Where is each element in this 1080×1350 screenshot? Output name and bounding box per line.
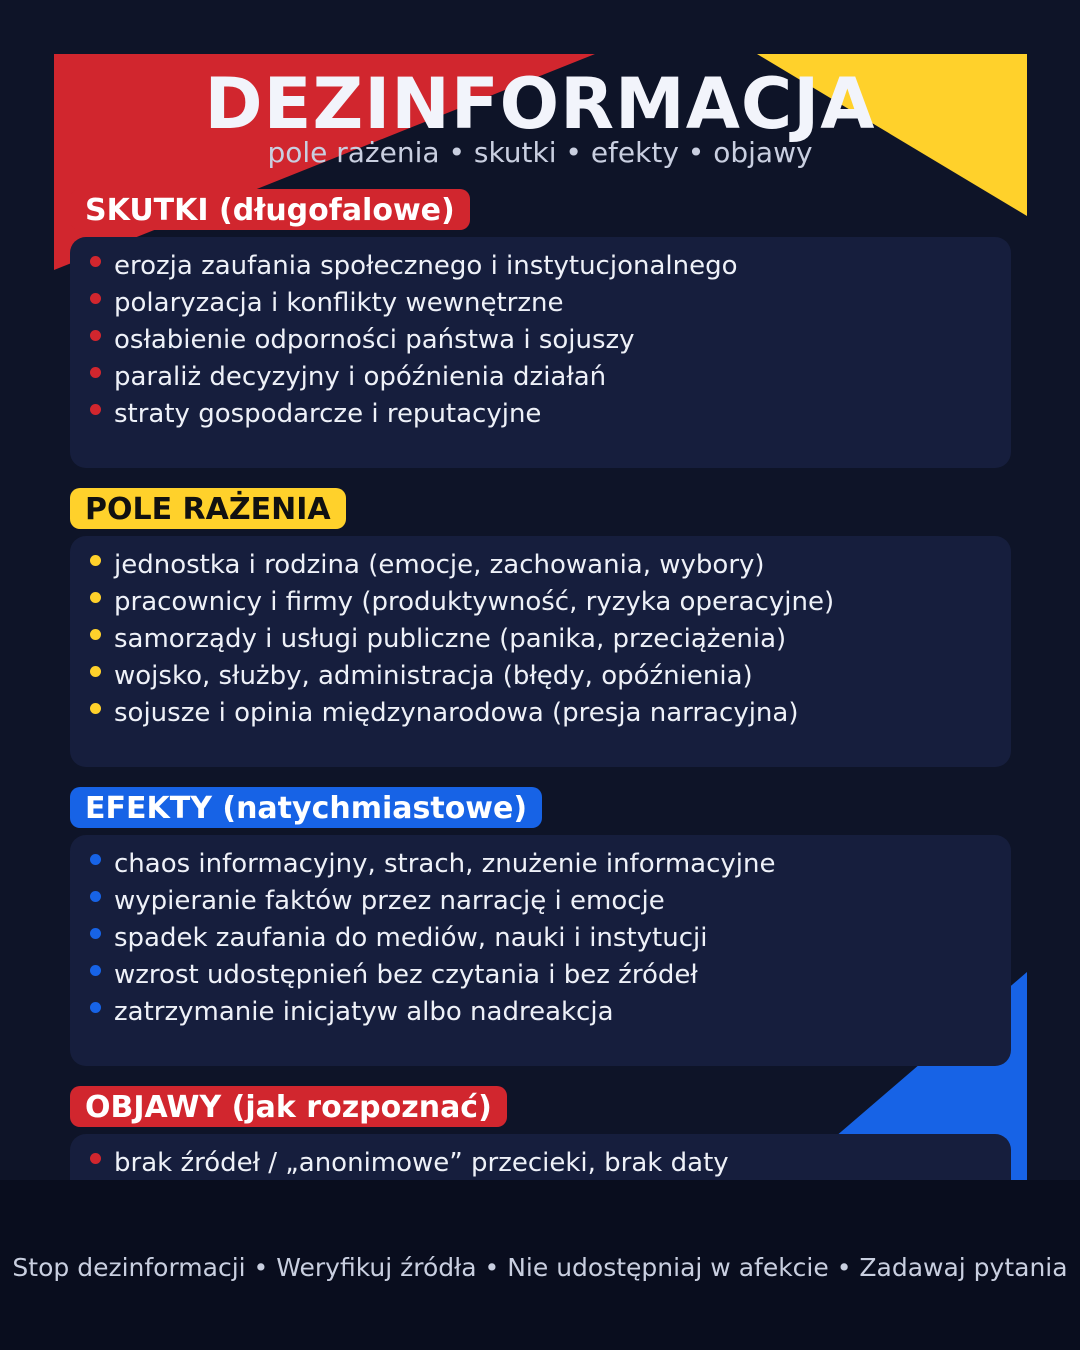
bullet-icon xyxy=(90,891,101,902)
bullet-icon xyxy=(90,1002,101,1013)
list-item xyxy=(70,251,1011,288)
bullet-icon xyxy=(90,965,101,976)
list-item-text: polaryzacja i konflikty wewnętrzne xyxy=(114,288,564,318)
list-item-text: osłabienie odporności państwa i sojuszy xyxy=(114,325,635,355)
section-header-efekty: EFEKTY (natychmiastowe) xyxy=(70,787,542,828)
panel-pole-razenia xyxy=(70,536,1011,767)
list-item xyxy=(70,399,1011,436)
bullet-icon xyxy=(90,854,101,865)
list-item xyxy=(70,698,1011,735)
list-item xyxy=(70,288,1011,325)
list-item xyxy=(70,362,1011,399)
list-item-text: straty gospodarcze i reputacyjne xyxy=(114,399,542,429)
list-item-text: paraliż decyzyjny i opóźnienia działań xyxy=(114,362,607,392)
list-item-text: sojusze i opinia międzynarodowa (presja narracyjna) xyxy=(114,698,799,728)
footer-text: Stop dezinformacji • Weryfikuj źródła • Nie udostępniaj w afekcie • Zadawaj pytania xyxy=(12,1253,1068,1282)
list-item xyxy=(70,997,1011,1034)
list-item xyxy=(70,661,1011,698)
bullet-icon xyxy=(90,404,101,415)
list-item xyxy=(70,960,1011,997)
panel-skutki xyxy=(70,237,1011,468)
list-item-text: wzrost udostępnień bez czytania i bez źródeł xyxy=(114,960,698,990)
section-header-objawy: OBJAWY (jak rozpoznać) xyxy=(70,1086,507,1127)
section-header-pole-razenia: POLE RAŻENIA xyxy=(70,488,346,529)
bullet-icon xyxy=(90,555,101,566)
bullet-icon xyxy=(90,666,101,677)
list-item xyxy=(70,849,1011,886)
panel-efekty xyxy=(70,835,1011,1066)
bullet-icon xyxy=(90,629,101,640)
list-item xyxy=(70,550,1011,587)
list-pole-razenia xyxy=(70,536,1011,735)
bullet-icon xyxy=(90,592,101,603)
page-title: DEZINFORMACJA xyxy=(204,63,876,145)
list-item-text: wojsko, służby, administracja (błędy, opóźnienia) xyxy=(114,661,753,691)
section-header-skutki: SKUTKI (długofalowe) xyxy=(70,189,470,230)
page-subtitle: pole rażenia • skutki • efekty • objawy xyxy=(267,136,813,169)
list-item-text: erozja zaufania społecznego i instytucjonalnego xyxy=(114,251,738,281)
list-item-text: pracownicy i firmy (produktywność, ryzyka operacyjne) xyxy=(114,587,835,617)
bullet-icon xyxy=(90,256,101,267)
list-item-text: brak źródeł / „anonimowe” przecieki, brak daty xyxy=(114,1148,729,1178)
list-efekty xyxy=(70,835,1011,1034)
list-skutki xyxy=(70,237,1011,436)
list-item-text: samorządy i usługi publiczne (panika, przeciążenia) xyxy=(114,624,787,654)
bullet-icon xyxy=(90,703,101,714)
list-item-text: jednostka i rodzina (emocje, zachowania, wybory) xyxy=(114,550,765,580)
list-item xyxy=(70,325,1011,362)
list-item-text: spadek zaufania do mediów, nauki i instytucji xyxy=(114,923,708,953)
bullet-icon xyxy=(90,928,101,939)
bullet-icon xyxy=(90,330,101,341)
list-item xyxy=(70,886,1011,923)
list-item xyxy=(70,923,1011,960)
list-item xyxy=(70,587,1011,624)
list-objawy xyxy=(70,1134,1011,1185)
bullet-icon xyxy=(90,367,101,378)
list-item-text: zatrzymanie inicjatyw albo nadreakcja xyxy=(114,997,614,1027)
bullet-icon xyxy=(90,1153,101,1164)
list-item-text: wypieranie faktów przez narrację i emocje xyxy=(114,886,665,916)
bullet-icon xyxy=(90,293,101,304)
list-item xyxy=(70,624,1011,661)
list-item-text: chaos informacyjny, strach, znużenie informacyjne xyxy=(114,849,776,879)
